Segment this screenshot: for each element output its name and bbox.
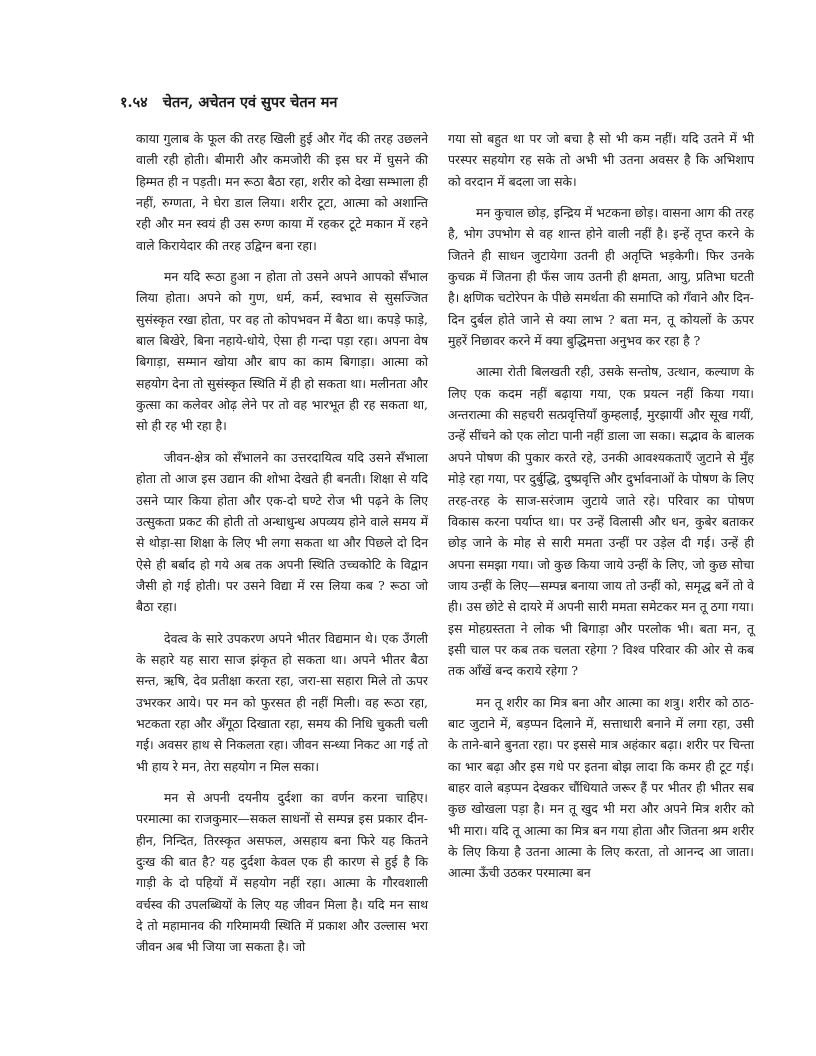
paragraph: काया गुलाब के फूल की तरह खिली हुई और गेंद की तरह उछलने वाली रही होती। बीमारी और कमजोरी की इस घर में घुसने की हिम्मत ही न पड़ती। मन रूठा बैठा रहा, शरीर को देखा सम्भाला ही नहीं, रुग्णता, ने घेरा डाल लिया। शरीर टूटा, आत्मा को अशान्ति रही और मन स्वयं ही उस रुग्ण काया में रहकर टूटे मकान में रहने वाले किरायेदार की तरह उद्विग्न बना रहा। (136, 131, 428, 253)
paragraph: मन यदि रूठा हुआ न होता तो उसने अपने आपको सँभाल लिया होता। अपने को गुण, धर्म, कर्म, स्वभाव से सुसज्जित सुसंस्कृत रखा होता, पर वह तो कोपभवन में बैठा था। कपड़े फाड़े, बाल बिखेरे, बिना नहाये-धोये, ऐसा ही गन्दा पड़ा रहा। अपना वेष बिगाड़ा, सम्मान खोया और बाप का काम बिगाड़ा। आत्मा को सहयोग देना तो सुसंस्कृत स्थिति में ही हो सकता था। मलीनता और कुत्सा का कलेवर ओढ़ लेने पर तो वह भारभूत ही रह सकता था, सो ही रह भी रहा है। (136, 269, 428, 434)
chapter-title: चेतन, अचेतन एवं सुपर चेतन मन (162, 94, 338, 111)
paragraph: मन कुचाल छोड़, इन्द्रिय में भटकना छोड़। वासना आग की तरह है, भोग उपभोग से वह शान्त होने वाली नहीं है। इन्हें तृप्त करने के जितने ही साधन जुटायेगा उतनी ही अतृप्ति भड़केगी। फिर उनके कुचक्र में जितना ही फँस जाय उतनी ही क्षमता, आयु, प्रतिभा घटती है। क्षणिक चटोरेपन के पीछे समर्थता की समाप्ति को गँवाने और दिन-दिन दुर्बल होते जाने से क्या लाभ ? बता मन, तू कोयलों के ऊपर मुहरें निछावर करने में क्या बुद्धिमत्ता अनुभव कर रहा है ? (448, 205, 754, 349)
paragraph: आत्मा रोती बिलखती रही, उसके सन्तोष, उत्थान, कल्याण के लिए एक कदम नहीं बढ़ाया गया, एक प्रयत्न नहीं किया गया। अन्तरात्मा की सहचरी सत्प्रवृत्तियाँ कुम्हलाईं, मुरझायीं और सूख गयीं, उन्हें सींचने को एक लोटा पानी नहीं डाला जा सका। सद्भाव के बालक अपने पोषण की पुकार करते रहे, उनकी आवश्यकताएँ जुटाने से मुँह मोड़े रहा गया, पर दुर्बुद्धि, दुष्प्रवृत्ति और दुर्भावनाओं के पोषण के लिए तरह-तरह के साज-सरंजाम जुटाये जाते रहे। परिवार का पोषण विकास करना पर्याप्त था। पर उन्हें विलासी और धन, कुबेर बताकर छोड़ जाने के मोह से सारी ममता उन्हीं पर उड़ेल दी गई। उन्हें ही अपना समझा गया। जो कुछ किया जाये उन्हीं के लिए, जो कुछ सोचा जाय उन्हीं के लिए—सम्पन्न बनाया जाय तो उन्हीं को, समृद्ध बनें तो वे ही। उस छोटे से दायरे में अपनी सारी ममता समेटकर मन तू ठगा गया। इस मोहग्रस्तता ने लोक भी बिगाड़ा और परलोक भी। बता मन, तू इसी चाल पर कब तक चलता रहेगा ? विश्व परिवार की ओर से कब तक आँखें बन्द कराये रहेगा ? (448, 364, 754, 679)
left-text-column (136, 128, 428, 968)
paragraph: मन से अपनी दयनीय दुर्दशा का वर्णन करना चाहिए। परमात्मा का राजकुमार—सकल साधनों से सम्पन्न इस प्रकार दीन-हीन, निन्दित, तिरस्कृत असफल, असहाय बना फिरे यह कितने दुःख की बात है? यह दुर्दशा केवल एक ही कारण से हुई है कि गाड़ी के दो पहियों में सहयोग नहीं रहा। आत्मा के गौरवशाली वर्चस्व की उपलब्धियों के लिए यह जीवन मिला है। यदि मन साथ दे तो महामानव की गरिमामयी स्थिति में प्रकाश और उल्लास भरा जीवन अब भी जिया जा सकता है। जो (136, 789, 428, 955)
paragraph: देवत्व के सारे उपकरण अपने भीतर विद्यमान थे। एक उँगली के सहारे यह सारा साज झंकृत हो सकता था। अपने भीतर बैठा सन्त, ऋषि, देव प्रतीक्षा करता रहा, जरा-सा सहारा मिले तो ऊपर उभरकर आये। पर मन को फुरसत ही नहीं मिली। वह रूठा रहा, भटकता रहा और अँगूठा दिखाता रहा, समय की निधि चुकती चली गई। अवसर हाथ से निकलता रहा। जीवन सन्ध्या निकट आ गई तो भी हाय रे मन, तेरा सहयोग न मिल सका। (136, 630, 428, 774)
paragraph: जीवन-क्षेत्र को सँभालने का उत्तरदायित्व यदि उसने सँभाला होता तो आज इस उद्यान की शोभा देखते ही बनती। शिक्षा से यदि उसने प्यार किया होता और एक-दो घण्टे रोज भी पढ़ने के लिए उत्सुकता प्रकट की होती तो अन्धाधुन्ध अपव्यय होने वाले समय में से थोड़ा-सा शिक्षा के लिए भी लगा सकता था और पिछले दो दिन ऐसे ही बर्बाद हो गये अब तक अपनी स्थिति उच्चकोटि के विद्वान जैसी हो गई होती। पर उसने विद्या में रस लिया कब ? रूठा जो बैठा रहा। (136, 449, 428, 615)
right-text-column (448, 128, 754, 894)
page-number: १.५४ (120, 94, 148, 111)
paragraph: गया सो बहुत था पर जो बचा है सो भी कम नहीं। यदि उतने में भी परस्पर सहयोग रह सके तो अभी भी उतना अवसर है कि अभिशाप को वरदान में बदला जा सके। (448, 131, 754, 189)
running-header (120, 92, 720, 112)
paragraph: मन तू शरीर का मित्र बना और आत्मा का शत्रु। शरीर को ठाठ-बाट जुटाने में, बड़प्पन दिलाने में, सत्ताधारी बनाने में लगा रहा, उसी के ताने-बाने बुनता रहा। पर इससे मात्र अहंकार बढ़ा। शरीर पर चिन्ता का भार बढ़ा और इस गधे पर इतना बोझ लादा कि कमर ही टूट गई। बाहर वाले बड़प्पन देखकर चौंधियाते जरूर हैं पर भीतर ही भीतर सब कुछ खोखला पड़ा है। मन तू खुद भी मरा और अपने मित्र शरीर को भी मारा। यदि तू आत्मा का मित्र बन गया होता और जितना श्रम शरीर के लिए किया है उतना आत्मा के लिए करता, तो आनन्द आ जाता। आत्मा ऊँची उठकर परमात्मा बन (448, 694, 754, 881)
